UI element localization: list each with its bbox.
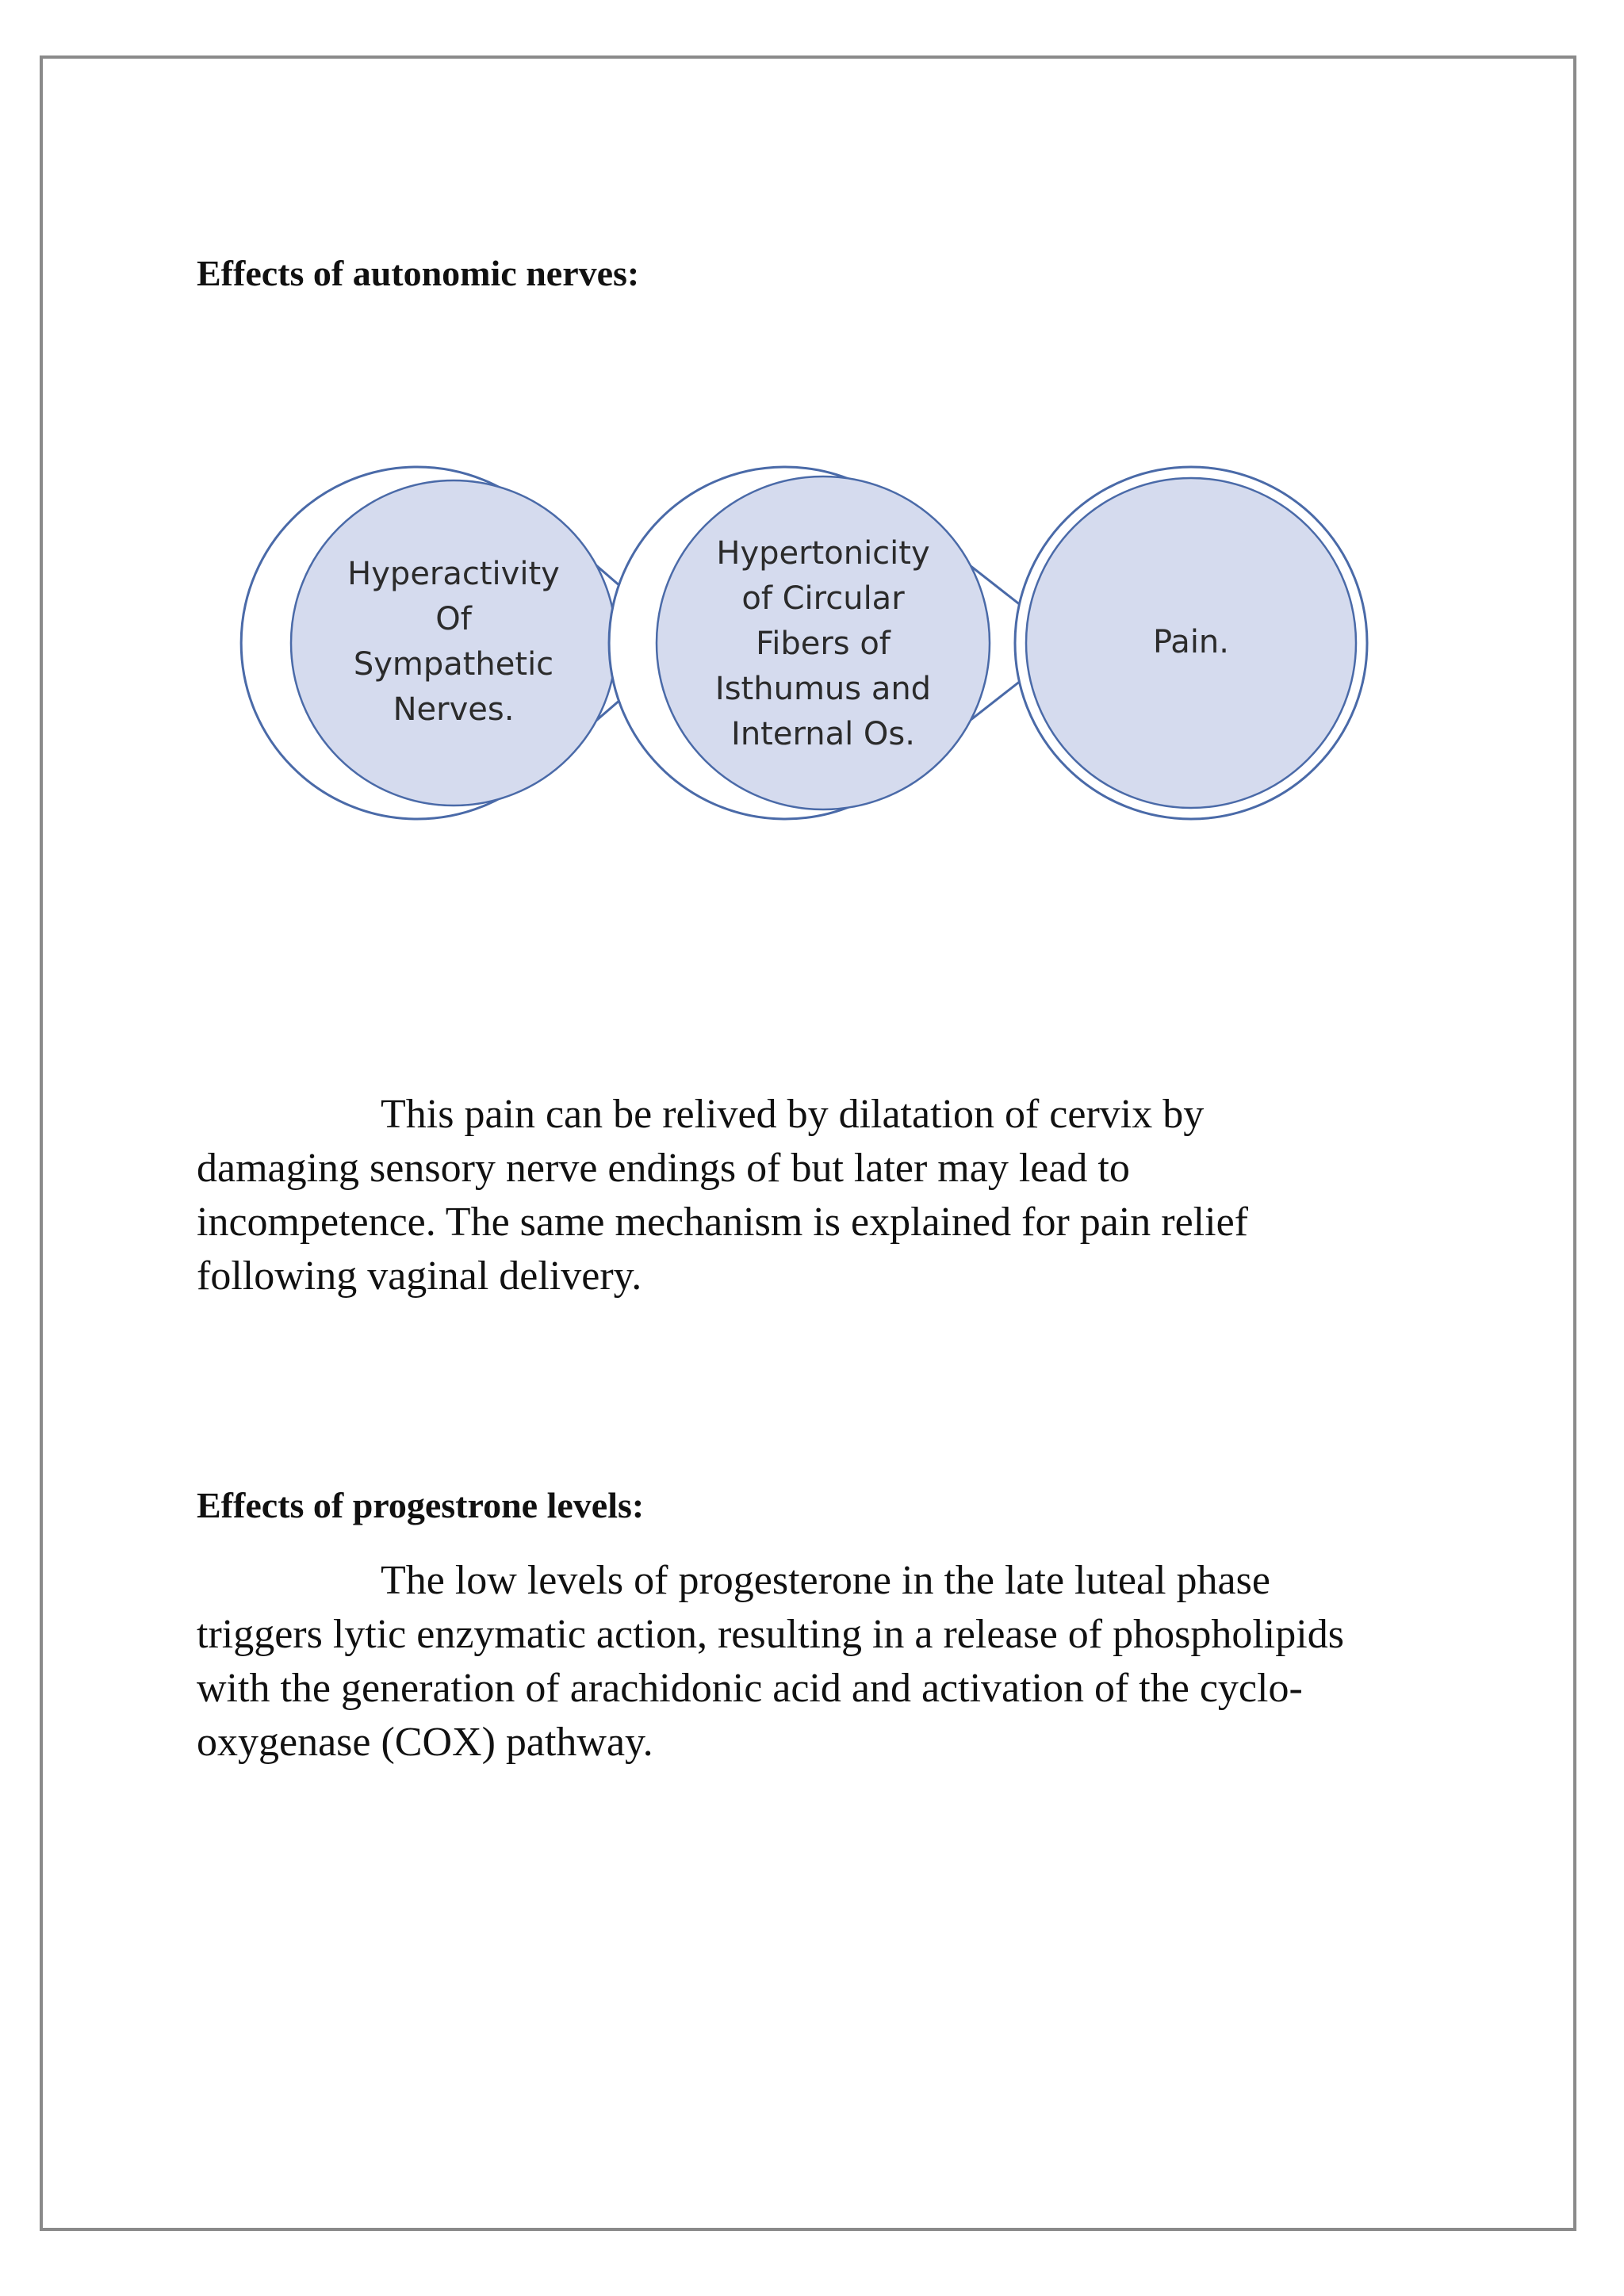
process-node-2-label: Hypertonicity of Circular Fibers of Isthumus and Internal Os. (714, 535, 932, 752)
section-heading-autonomic-nerves: Effects of autonomic nerves: (197, 253, 640, 293)
paragraph-progesterone: The low levels of progesterone in the late luteal phase triggers lytic enzymatic action, resulting in a release of phospholipids with the generation of arachidonic acid and activation of the cyclo- oxygenase (COX) pathway. (197, 1558, 1344, 1765)
paragraph-pain-relief: This pain can be relived by dilatation of cervix by damaging sensory nerve endings of but later may lead to incompetence. The same mechanism is explained for pain relief following vaginal delivery. (197, 1092, 1248, 1299)
process-node-1-label: Hyperactivity Of Sympathetic Nerves. (347, 556, 560, 728)
section-heading-progestrone-levels: Effects of progestrone levels: (197, 1485, 645, 1525)
process-node-3-label: Pain. (1152, 624, 1229, 660)
